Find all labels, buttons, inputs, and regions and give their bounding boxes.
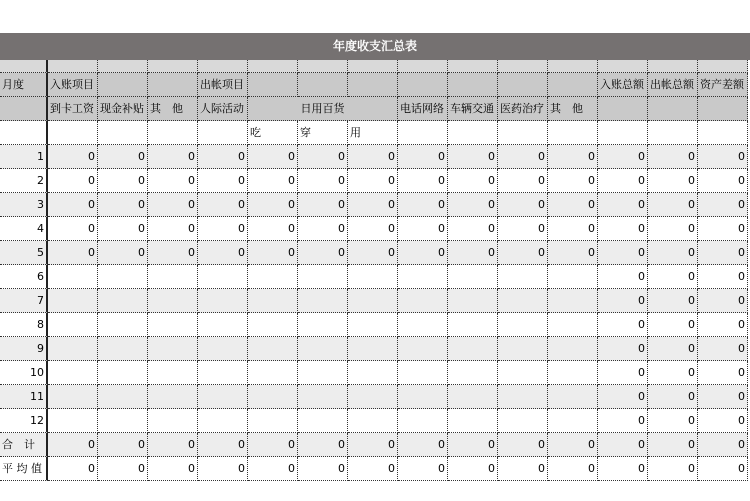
data-cell[interactable]: 0	[98, 217, 148, 241]
data-cell[interactable]	[148, 265, 198, 289]
data-cell[interactable]	[148, 385, 198, 409]
header-cell	[648, 97, 698, 121]
data-cell[interactable]: 0	[348, 241, 398, 265]
data-cell[interactable]: 0	[598, 457, 648, 481]
data-cell[interactable]	[548, 385, 598, 409]
data-cell[interactable]: 0	[298, 145, 348, 169]
data-cell[interactable]: 0	[98, 169, 148, 193]
header-cell	[698, 97, 748, 121]
data-cell[interactable]: 0	[598, 265, 648, 289]
data-cell[interactable]	[548, 409, 598, 433]
data-cell[interactable]: 0	[648, 217, 698, 241]
data-cell[interactable]	[398, 337, 448, 361]
data-cell[interactable]: 0	[398, 217, 448, 241]
data-cell[interactable]	[248, 409, 298, 433]
data-cell[interactable]: 0	[298, 241, 348, 265]
data-cell[interactable]	[198, 385, 248, 409]
data-cell[interactable]: 0	[648, 337, 698, 361]
data-cell[interactable]	[48, 337, 98, 361]
header-cell	[398, 73, 448, 97]
sheet-title: 年度收支汇总表	[0, 33, 750, 60]
spacer-cell	[48, 60, 98, 73]
row-label: 5	[0, 241, 48, 265]
header-cell	[598, 97, 648, 121]
header-cell: 现金补贴	[98, 97, 148, 121]
spacer-cell	[398, 60, 448, 73]
data-cell[interactable]: 0	[648, 265, 698, 289]
data-cell[interactable]	[98, 361, 148, 385]
header-cell: 车辆交通	[448, 97, 498, 121]
data-cell[interactable]	[398, 385, 448, 409]
data-cell[interactable]: 0	[598, 145, 648, 169]
header-cell: 医药治疗	[498, 97, 548, 121]
data-cell[interactable]: 0	[48, 145, 98, 169]
data-cell[interactable]	[448, 337, 498, 361]
data-cell[interactable]	[148, 289, 198, 313]
data-cell[interactable]: 0	[648, 289, 698, 313]
data-cell[interactable]	[548, 337, 598, 361]
data-cell[interactable]: 0	[598, 289, 648, 313]
row-label: 12	[0, 409, 48, 433]
data-cell[interactable]: 0	[648, 433, 698, 457]
data-cell[interactable]: 0	[148, 169, 198, 193]
data-cell[interactable]: 0	[148, 193, 198, 217]
data-cell[interactable]	[298, 289, 348, 313]
data-cell[interactable]: 0	[48, 457, 98, 481]
data-cell[interactable]	[48, 313, 98, 337]
data-cell[interactable]: 0	[48, 169, 98, 193]
spacer-cell	[348, 60, 398, 73]
row-label: 11	[0, 385, 48, 409]
data-cell[interactable]	[248, 289, 298, 313]
data-cell[interactable]	[48, 409, 98, 433]
spacer-cell	[698, 60, 748, 73]
spacer-cell	[198, 60, 248, 73]
data-cell[interactable]	[198, 289, 248, 313]
data-cell[interactable]: 0	[598, 193, 648, 217]
data-cell[interactable]: 0	[598, 409, 648, 433]
data-cell[interactable]: 0	[198, 193, 248, 217]
data-cell[interactable]	[448, 265, 498, 289]
row-label: 平 均 值	[0, 457, 48, 481]
header-cell	[48, 121, 98, 145]
data-cell[interactable]	[348, 265, 398, 289]
data-cell[interactable]: 0	[698, 241, 748, 265]
data-cell[interactable]	[98, 289, 148, 313]
data-cell[interactable]: 0	[448, 145, 498, 169]
data-cell[interactable]: 0	[698, 433, 748, 457]
data-cell[interactable]: 0	[348, 433, 398, 457]
header-cell	[198, 121, 248, 145]
data-cell[interactable]	[48, 361, 98, 385]
data-cell[interactable]	[548, 289, 598, 313]
data-cell[interactable]	[448, 313, 498, 337]
data-cell[interactable]	[448, 361, 498, 385]
data-cell[interactable]	[48, 385, 98, 409]
data-cell[interactable]	[148, 361, 198, 385]
row-label: 7	[0, 289, 48, 313]
data-cell[interactable]	[398, 265, 448, 289]
data-cell[interactable]: 0	[698, 385, 748, 409]
data-cell[interactable]	[348, 337, 398, 361]
header-cell	[498, 73, 548, 97]
spacer-cell	[148, 60, 198, 73]
spacer-cell	[98, 60, 148, 73]
header-cell	[148, 73, 198, 97]
data-cell[interactable]	[198, 337, 248, 361]
data-cell[interactable]: 0	[448, 193, 498, 217]
data-cell[interactable]: 0	[698, 169, 748, 193]
data-cell[interactable]	[498, 409, 548, 433]
data-cell[interactable]: 0	[448, 433, 498, 457]
data-cell[interactable]	[298, 265, 348, 289]
data-cell[interactable]: 0	[298, 457, 348, 481]
spacer-cell	[0, 60, 48, 73]
data-cell[interactable]: 0	[448, 217, 498, 241]
data-cell[interactable]: 0	[598, 361, 648, 385]
month-header: 月度	[0, 73, 48, 97]
data-cell[interactable]: 0	[148, 433, 198, 457]
header-cell: 到卡工资	[48, 97, 98, 121]
header-cell: 资产差额	[698, 73, 748, 97]
data-cell[interactable]: 0	[548, 217, 598, 241]
data-cell[interactable]: 0	[348, 145, 398, 169]
data-cell[interactable]: 0	[298, 169, 348, 193]
data-cell[interactable]: 0	[298, 433, 348, 457]
data-cell[interactable]	[498, 289, 548, 313]
header-cell: 出帐项目	[198, 73, 248, 97]
data-cell[interactable]	[248, 337, 298, 361]
data-cell[interactable]	[298, 361, 348, 385]
data-cell[interactable]: 0	[148, 457, 198, 481]
data-cell[interactable]: 0	[198, 457, 248, 481]
data-cell[interactable]: 0	[198, 145, 248, 169]
header-cell	[448, 121, 498, 145]
data-cell[interactable]: 0	[448, 457, 498, 481]
data-cell[interactable]: 0	[48, 241, 98, 265]
data-cell[interactable]: 0	[498, 145, 548, 169]
data-cell[interactable]: 0	[498, 217, 548, 241]
header-cell	[548, 121, 598, 145]
data-cell[interactable]: 0	[498, 169, 548, 193]
header-cell	[98, 73, 148, 97]
header-cell	[148, 121, 198, 145]
data-cell[interactable]: 0	[698, 145, 748, 169]
data-cell[interactable]: 0	[698, 265, 748, 289]
data-cell[interactable]: 0	[698, 409, 748, 433]
data-cell[interactable]	[48, 289, 98, 313]
header-cell: 入账总额	[598, 73, 648, 97]
header-cell	[298, 73, 348, 97]
data-cell[interactable]: 0	[698, 337, 748, 361]
spacer-cell	[498, 60, 548, 73]
data-cell[interactable]	[98, 409, 148, 433]
data-cell[interactable]	[398, 313, 448, 337]
data-cell[interactable]	[98, 337, 148, 361]
header-cell: 吃	[248, 121, 298, 145]
spacer-cell	[548, 60, 598, 73]
data-cell[interactable]: 0	[598, 433, 648, 457]
data-cell[interactable]: 0	[648, 385, 698, 409]
data-cell[interactable]: 0	[548, 241, 598, 265]
header-cell	[0, 121, 48, 145]
data-cell[interactable]: 0	[398, 193, 448, 217]
data-cell[interactable]: 0	[448, 241, 498, 265]
header-cell: 入账项目	[48, 73, 98, 97]
header-cell: 其 他	[148, 97, 198, 121]
data-cell[interactable]: 0	[648, 361, 698, 385]
data-cell[interactable]: 0	[248, 193, 298, 217]
data-cell[interactable]: 0	[98, 241, 148, 265]
data-cell[interactable]	[148, 337, 198, 361]
data-cell[interactable]	[148, 409, 198, 433]
row-label: 6	[0, 265, 48, 289]
data-cell[interactable]	[298, 313, 348, 337]
header-cell: 电话网络	[398, 97, 448, 121]
data-cell[interactable]: 0	[498, 433, 548, 457]
data-cell[interactable]: 0	[148, 241, 198, 265]
header-cell	[348, 73, 398, 97]
data-cell[interactable]	[198, 313, 248, 337]
data-cell[interactable]: 0	[398, 241, 448, 265]
spacer-cell	[598, 60, 648, 73]
data-cell[interactable]: 0	[298, 193, 348, 217]
data-cell[interactable]	[498, 385, 548, 409]
data-cell[interactable]	[198, 361, 248, 385]
header-cell	[698, 121, 748, 145]
data-cell[interactable]: 0	[548, 457, 598, 481]
spacer-cell	[448, 60, 498, 73]
data-cell[interactable]	[298, 337, 348, 361]
data-cell[interactable]	[48, 265, 98, 289]
data-cell[interactable]: 0	[98, 433, 148, 457]
data-cell[interactable]	[248, 361, 298, 385]
header-cell	[98, 121, 148, 145]
data-cell[interactable]: 0	[398, 145, 448, 169]
header-cell	[498, 121, 548, 145]
data-cell[interactable]: 0	[98, 193, 148, 217]
data-cell[interactable]: 0	[598, 241, 648, 265]
data-cell[interactable]: 0	[648, 241, 698, 265]
data-cell[interactable]	[498, 361, 548, 385]
row-label: 1	[0, 145, 48, 169]
data-cell[interactable]: 0	[548, 193, 598, 217]
data-cell[interactable]: 0	[698, 361, 748, 385]
header-cell	[248, 73, 298, 97]
data-cell[interactable]: 0	[98, 145, 148, 169]
data-cell[interactable]: 0	[548, 145, 598, 169]
header-cell: 人际活动	[198, 97, 248, 121]
data-cell[interactable]: 0	[398, 457, 448, 481]
data-cell[interactable]: 0	[448, 169, 498, 193]
data-cell[interactable]: 0	[248, 241, 298, 265]
data-cell[interactable]: 0	[498, 193, 548, 217]
row-label: 9	[0, 337, 48, 361]
data-cell[interactable]	[498, 313, 548, 337]
data-cell[interactable]: 0	[48, 193, 98, 217]
data-cell[interactable]: 0	[198, 169, 248, 193]
data-cell[interactable]: 0	[598, 337, 648, 361]
spacer-cell	[298, 60, 348, 73]
data-cell[interactable]: 0	[348, 169, 398, 193]
data-cell[interactable]: 0	[598, 169, 648, 193]
data-cell[interactable]	[98, 313, 148, 337]
data-cell[interactable]: 0	[698, 313, 748, 337]
data-cell[interactable]: 0	[248, 145, 298, 169]
data-cell[interactable]: 0	[348, 217, 398, 241]
data-cell[interactable]: 0	[198, 241, 248, 265]
data-cell[interactable]: 0	[548, 169, 598, 193]
data-cell[interactable]: 0	[148, 217, 198, 241]
data-cell[interactable]: 0	[248, 217, 298, 241]
data-cell[interactable]	[398, 409, 448, 433]
header-cell: 用	[348, 121, 398, 145]
row-label: 4	[0, 217, 48, 241]
data-cell[interactable]	[198, 409, 248, 433]
data-cell[interactable]: 0	[248, 457, 298, 481]
data-cell[interactable]: 0	[298, 217, 348, 241]
data-cell[interactable]: 0	[98, 457, 148, 481]
spacer-cell	[648, 60, 698, 73]
data-cell[interactable]: 0	[398, 433, 448, 457]
data-cell[interactable]	[248, 313, 298, 337]
header-cell: 出帐总额	[648, 73, 698, 97]
row-label: 10	[0, 361, 48, 385]
data-cell[interactable]	[498, 265, 548, 289]
header-cell	[598, 121, 648, 145]
spacer-cell	[248, 60, 298, 73]
data-cell[interactable]	[348, 385, 398, 409]
data-cell[interactable]	[348, 361, 398, 385]
data-cell[interactable]	[348, 409, 398, 433]
header-cell: 其 他	[548, 97, 598, 121]
data-cell[interactable]: 0	[48, 433, 98, 457]
data-cell[interactable]	[148, 313, 198, 337]
data-cell[interactable]: 0	[148, 145, 198, 169]
data-cell[interactable]	[548, 265, 598, 289]
data-cell[interactable]: 0	[548, 433, 598, 457]
header-cell	[0, 97, 48, 121]
data-cell[interactable]: 0	[648, 169, 698, 193]
data-cell[interactable]	[298, 385, 348, 409]
data-cell[interactable]	[448, 289, 498, 313]
data-cell[interactable]: 0	[498, 241, 548, 265]
row-label: 8	[0, 313, 48, 337]
data-cell[interactable]: 0	[698, 457, 748, 481]
data-cell[interactable]	[98, 265, 148, 289]
row-label: 3	[0, 193, 48, 217]
header-cell	[648, 121, 698, 145]
data-cell[interactable]: 0	[398, 169, 448, 193]
data-cell[interactable]	[248, 265, 298, 289]
data-cell[interactable]	[448, 409, 498, 433]
data-cell[interactable]	[398, 289, 448, 313]
data-cell[interactable]: 0	[648, 313, 698, 337]
data-cell[interactable]: 0	[348, 193, 398, 217]
data-cell[interactable]: 0	[248, 169, 298, 193]
data-cell[interactable]: 0	[198, 433, 248, 457]
data-cell[interactable]: 0	[198, 217, 248, 241]
data-cell[interactable]	[298, 409, 348, 433]
data-cell[interactable]	[98, 385, 148, 409]
data-cell[interactable]	[248, 385, 298, 409]
data-cell[interactable]: 0	[698, 289, 748, 313]
header-daily-goods: 日用百货	[248, 97, 398, 121]
data-cell[interactable]	[448, 385, 498, 409]
header-cell	[548, 73, 598, 97]
data-cell[interactable]: 0	[498, 457, 548, 481]
data-cell[interactable]	[548, 361, 598, 385]
row-label: 合 计	[0, 433, 48, 457]
data-cell[interactable]: 0	[348, 457, 398, 481]
header-cell	[398, 121, 448, 145]
data-cell[interactable]: 0	[648, 409, 698, 433]
data-cell[interactable]	[348, 313, 398, 337]
data-cell[interactable]: 0	[598, 217, 648, 241]
data-cell[interactable]: 0	[648, 145, 698, 169]
data-cell[interactable]: 0	[698, 193, 748, 217]
data-cell[interactable]: 0	[598, 313, 648, 337]
data-cell[interactable]	[398, 361, 448, 385]
data-cell[interactable]: 0	[648, 457, 698, 481]
data-cell[interactable]: 0	[48, 217, 98, 241]
data-cell[interactable]: 0	[248, 433, 298, 457]
header-cell: 穿	[298, 121, 348, 145]
data-cell[interactable]: 0	[698, 217, 748, 241]
data-cell[interactable]: 0	[648, 193, 698, 217]
data-cell[interactable]: 0	[598, 385, 648, 409]
data-cell[interactable]	[198, 265, 248, 289]
row-label: 2	[0, 169, 48, 193]
data-cell[interactable]	[498, 337, 548, 361]
data-cell[interactable]	[548, 313, 598, 337]
header-cell	[448, 73, 498, 97]
data-cell[interactable]	[348, 289, 398, 313]
